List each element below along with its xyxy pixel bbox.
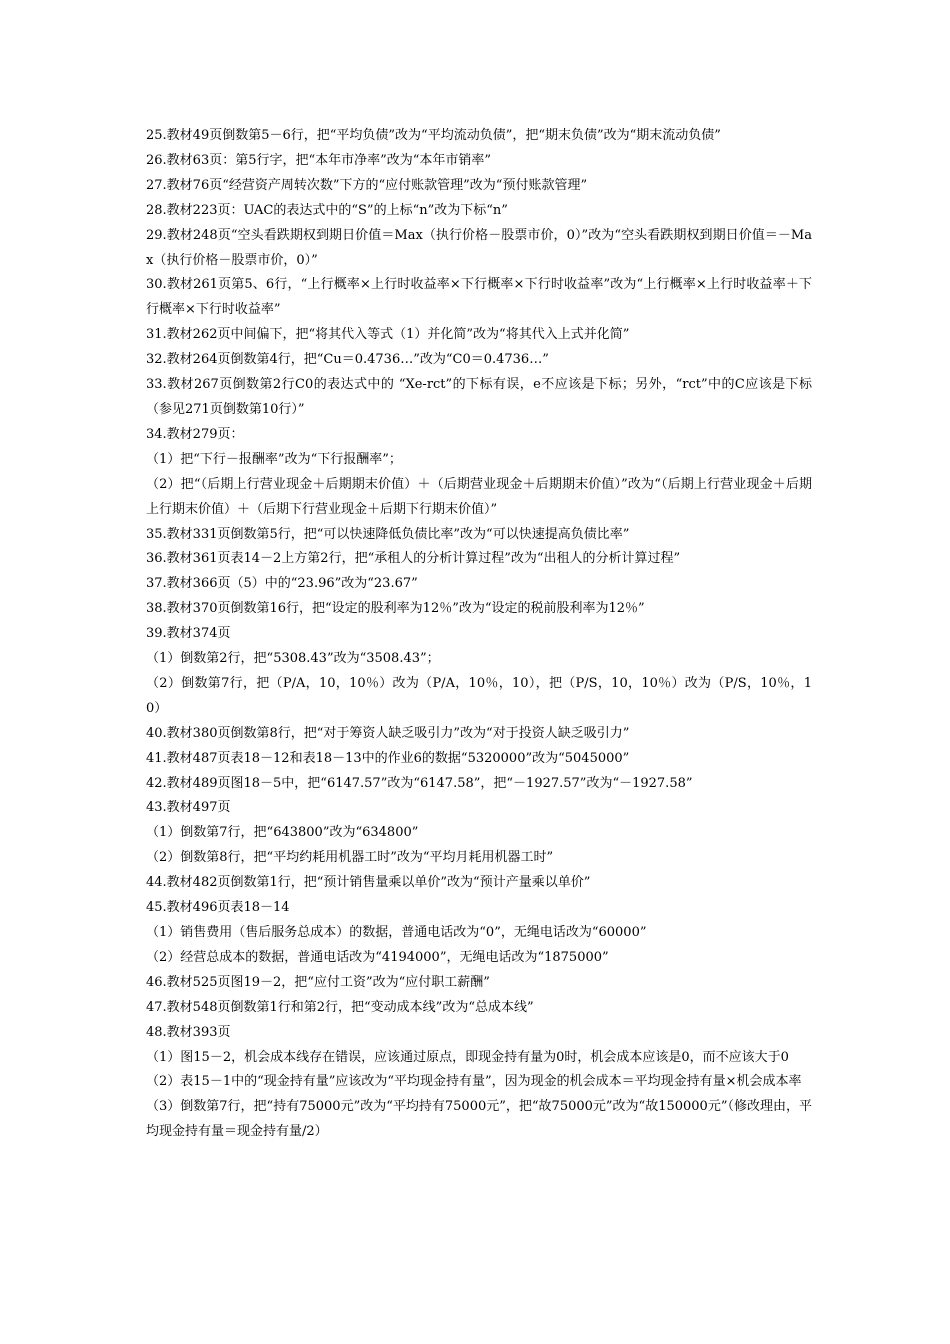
erratum-item: 31.教材262页中间偏下，把“将其代入等式（1）并化简”改为“将其代入上式并化简” — [146, 327, 630, 343]
document-body — [146, 124, 812, 1145]
erratum-item: 25.教材49页倒数第5－6行，把“平均负债”改为“平均流动负债”，把“期末负债”改为“期末流动负债” — [146, 128, 721, 143]
erratum-item: 30.教材261页第5、6行，“上行概率×上行时收益率×下行概率×下行时收益率”改为“上行概率×上行时收益率＋下行概率×下行时收益率” — [146, 277, 812, 318]
erratum-subitem: （2）倒数第8行，把“平均约耗用机器工时”改为“平均月耗用机器工时” — [146, 850, 554, 866]
erratum-item: 32.教材264页倒数第4行，把“Cu＝0.4736…”改为“C0＝0.4736…” — [146, 352, 549, 368]
erratum-subitem: （3）倒数第7行，把“持有75000元”改为“平均持有75000元”，把“故75000元”改为“故150000元”（修改理由，平均现金持有量＝现金持有量/2） — [146, 1099, 812, 1140]
erratum-item: 41.教材487页表18－12和表18－13中的作业6的数据“5320000”改为“5045000” — [146, 750, 630, 766]
erratum-item: 28.教材223页：UAC的表达式中的“S”的上标“n”改为下标“n” — [146, 202, 508, 218]
erratum-subitem: （1）销售费用（售后服务总成本）的数据，普通电话改为“0”，无绳电话改为“60000” — [146, 925, 647, 940]
erratum-item: 26.教材63页：第5行字，把“本年市净率”改为“本年市销率” — [146, 152, 492, 168]
erratum-subitem: （2）倒数第7行，把（P/A，10，10％）改为（P/A，10％，10），把（P/S，10，10％）改为（P/S，10％，10） — [146, 675, 812, 716]
erratum-item: 48.教材393页 — [146, 1024, 231, 1040]
erratum-subitem: （1）图15－2，机会成本线存在错误，应该通过原点，即现金持有量为0时，机会成本应该是0，而不应该大于0 — [146, 1049, 789, 1065]
erratum-subitem: （2）把“（后期上行营业现金＋后期期末价值）＋（后期营业现金＋后期期末价值）”改为“（后期上行营业现金＋后期上行期末价值）＋（后期下行营业现金＋后期下行期末价值）” — [146, 476, 812, 517]
erratum-item: 42.教材489页图18－5中，把“6147.57”改为“6147.58”，把“－1927.57”改为“－1927.58” — [146, 775, 693, 791]
erratum-subitem: （2）表15－1中的“现金持有量”应该改为“平均现金持有量”，因为现金的机会成本＝平均现金持有量×机会成本率 — [146, 1074, 802, 1090]
erratum-item: 40.教材380页倒数第8行，把“对于筹资人缺乏吸引力”改为“对于投资人缺乏吸引力” — [146, 725, 630, 741]
erratum-item: 36.教材361页表14－2上方第2行，把“承租人的分析计算过程”改为“出租人的分析计算过程” — [146, 551, 681, 567]
erratum-item: 37.教材366页（5）中的“23.96”改为“23.67” — [146, 576, 418, 592]
erratum-item: 38.教材370页倒数第16行，把“设定的股利率为12％”改为“设定的税前股利率为12％” — [146, 601, 645, 617]
erratum-item: 43.教材497页 — [146, 800, 231, 816]
erratum-item: 29.教材248页“空头看跌期权到期日价值＝Max（执行价格－股票市价，0）”改为“空头看跌期权到期日价值＝－Max（执行价格－股票市价，0）” — [146, 227, 812, 268]
erratum-subitem: （1）把“下行－报酬率”改为“下行报酬率”； — [146, 451, 402, 467]
erratum-item: 34.教材279页： — [146, 426, 244, 442]
erratum-item: 45.教材496页表18－14 — [146, 900, 290, 916]
erratum-item: 35.教材331页倒数第5行，把“可以快速降低负债比率”改为“可以快速提高负债比率” — [146, 526, 630, 542]
erratum-item: 39.教材374页 — [146, 626, 231, 642]
erratum-item: 44.教材482页倒数第1行，把“预计销售量乘以单价”改为“预计产量乘以单价” — [146, 875, 591, 891]
erratum-subitem: （1）倒数第7行，把“643800”改为“634800” — [146, 825, 419, 841]
erratum-item: 33.教材267页倒数第2行C0的表达式中的 “Xe-rct”的下标有误，e不应该是下标；另外，“rct”中的C应该是下标（参见271页倒数第10行）” — [146, 377, 812, 417]
erratum-item: 47.教材548页倒数第1行和第2行，把“变动成本线”改为“总成本线” — [146, 999, 534, 1015]
erratum-item: 46.教材525页图19－2，把“应付工资”改为“应付职工薪酬” — [146, 974, 490, 990]
erratum-subitem: （2）经营总成本的数据，普通电话改为“4194000”，无绳电话改为“1875000” — [146, 949, 609, 965]
erratum-item: 27.教材76页“经营资产周转次数”下方的“应付账款管理”改为“预付账款管理” — [146, 177, 588, 193]
erratum-subitem: （1）倒数第2行，把“5308.43”改为“3508.43”； — [146, 651, 440, 667]
